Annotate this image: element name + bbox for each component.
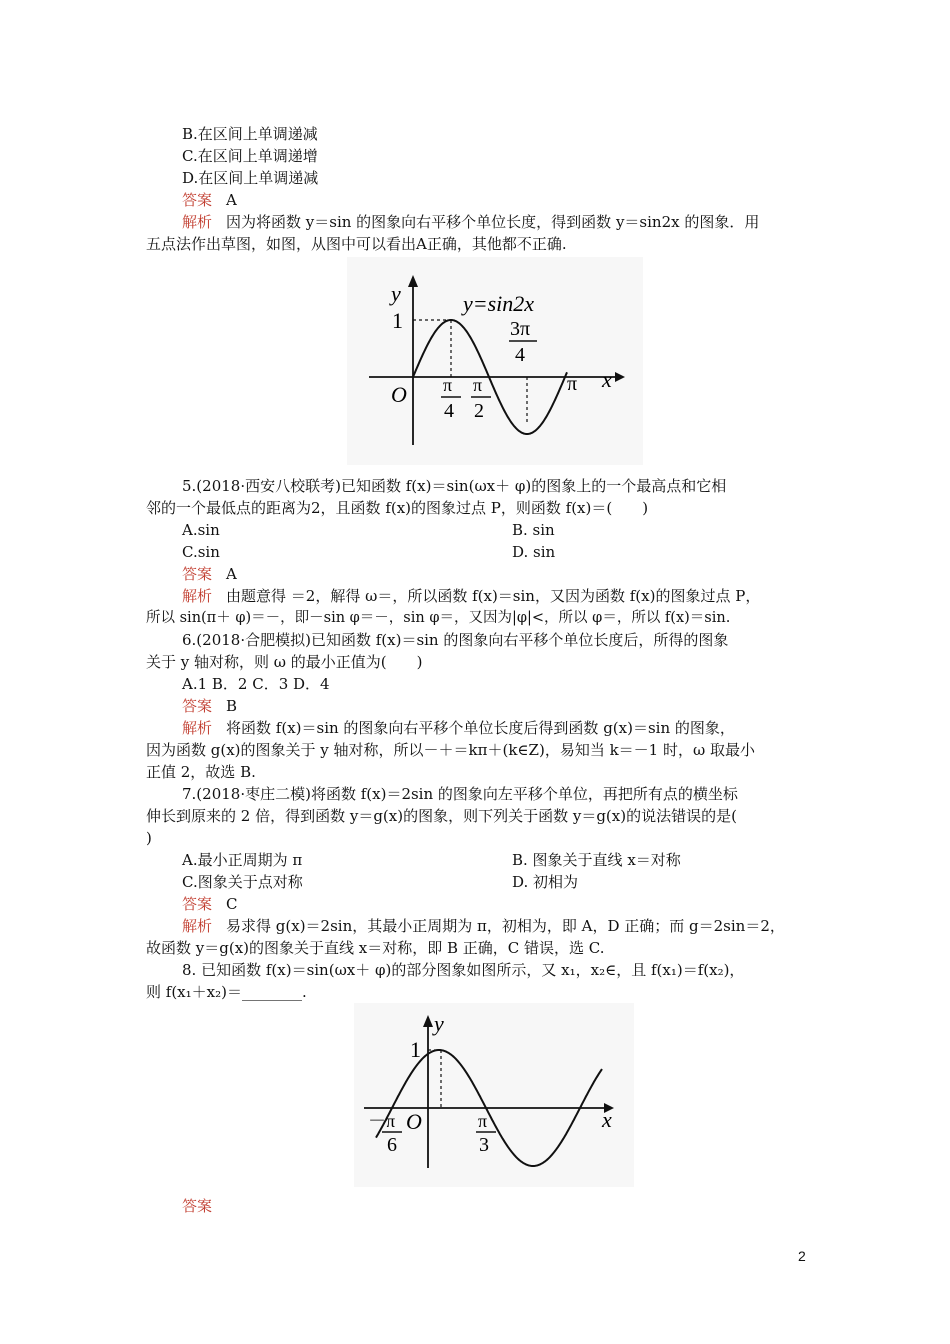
one-label: 1 bbox=[392, 308, 403, 333]
answer-8 bbox=[182, 1196, 212, 1216]
q6-options: A.1 B．2 C．3 D．4 bbox=[182, 675, 330, 693]
solution-text: 将函数 f(x)＝sin 的图象向右平移个单位长度后得到函数 g(x)＝sin 的图象， bbox=[226, 719, 735, 737]
three-quarter-pi-num: 3π bbox=[510, 318, 531, 340]
origin-label: O bbox=[391, 382, 407, 407]
answer-label: 答案 bbox=[182, 565, 213, 583]
origin-label: O bbox=[406, 1109, 422, 1134]
solution-label: 解析 bbox=[182, 719, 213, 737]
solution-5-line2: 所以 sin(π＋ φ)＝－，即－sin φ＝－，sin φ＝，又因为|φ|<，所以 φ＝，所以 f(x)＝sin. bbox=[146, 610, 731, 626]
answer-6 bbox=[182, 696, 237, 716]
answer-value: B bbox=[226, 697, 238, 715]
q5-line1: 5.(2018·西安八校联考)已知函数 f(x)＝sin(ωx＋ φ)的图象上的一个最高点和它相 bbox=[182, 477, 727, 495]
y-label: y bbox=[434, 1011, 444, 1036]
q6-line2: 关于 y 轴对称，则 ω 的最小正值为( ) bbox=[146, 653, 423, 671]
solution-text: 由题意得 ＝2，解得 ω＝，所以函数 f(x)＝sin，又因为函数 f(x)的图象过点 P， bbox=[226, 587, 761, 605]
solution-label: 解析 bbox=[182, 917, 213, 935]
q5-option-b: B. sin bbox=[512, 521, 555, 539]
solution-6-line1 bbox=[182, 718, 735, 738]
q7-option-d: D. 初相为 bbox=[512, 873, 579, 891]
figure-sin2x-svg bbox=[347, 257, 643, 465]
q5-line2: 邻的一个最低点的距离为2，且函数 f(x)的图象过点 P，则函数 f(x)＝( ) bbox=[146, 499, 649, 517]
neg-sixth-pi-den: 6 bbox=[387, 1134, 397, 1156]
answer-5 bbox=[182, 564, 237, 584]
q7-option-b: B. 图象关于直线 x＝对称 bbox=[512, 851, 681, 869]
answer-value: C bbox=[226, 895, 238, 913]
solution-text: 易求得 g(x)＝2sin，其最小正周期为 π，初相为，即 A，D 正确；而 g＝2sin＝2， bbox=[226, 917, 785, 935]
neg-sixth-pi-num: －π bbox=[368, 1111, 396, 1131]
quarter-pi-den: 4 bbox=[444, 400, 454, 422]
three-quarter-pi-den: 4 bbox=[515, 344, 525, 366]
y-axis-arrow bbox=[408, 275, 418, 287]
q5-option-a: A.sin bbox=[182, 521, 220, 539]
half-pi-num: π bbox=[473, 375, 483, 395]
half-pi-den: 2 bbox=[474, 400, 484, 422]
answer-value: A bbox=[226, 565, 237, 583]
q7-line3: ) bbox=[146, 829, 152, 847]
q7-option-a: A.最小正周期为 π bbox=[182, 851, 303, 869]
answer-label: 答案 bbox=[182, 191, 213, 209]
third-pi-num: π bbox=[478, 1111, 488, 1131]
quarter-pi-num: π bbox=[443, 375, 453, 395]
option-b-line: B.在区间上单调递减 bbox=[182, 125, 318, 143]
x-label: x bbox=[602, 367, 612, 392]
solution-label: 解析 bbox=[182, 213, 213, 231]
solution-6-line3: 正值 2，故选 B. bbox=[146, 763, 256, 781]
option-c-line: C.在区间上单调递增 bbox=[182, 147, 318, 165]
figure-partial-sine bbox=[354, 1003, 634, 1187]
one-label: 1 bbox=[410, 1037, 421, 1062]
q8-line2: 则 f(x₁＋x₂)＝________. bbox=[146, 983, 307, 1001]
solution-4-line1 bbox=[182, 212, 759, 232]
answer-label: 答案 bbox=[182, 1197, 213, 1215]
solution-4-line2: 五点法作出草图，如图，从图中可以看出A正确，其他都不正确. bbox=[146, 235, 567, 253]
q8-line1: 8. 已知函数 f(x)＝sin(ωx＋ φ)的部分图象如图所示，又 x₁，x₂∈，且 f(x₁)＝f(x₂)， bbox=[182, 961, 745, 979]
page-number: 2 bbox=[798, 1248, 806, 1264]
third-pi-den: 3 bbox=[479, 1134, 489, 1156]
y-axis-arrow bbox=[423, 1015, 433, 1027]
answer-label: 答案 bbox=[182, 895, 213, 913]
x-label: x bbox=[602, 1107, 612, 1132]
pi-label: π bbox=[567, 373, 578, 395]
solution-5-line1 bbox=[182, 586, 760, 606]
solution-7-line2: 故函数 y＝g(x)的图象关于直线 x＝对称，即 B 正确，C 错误，选 C. bbox=[146, 939, 605, 957]
solution-label: 解析 bbox=[182, 587, 213, 605]
figure-sin2x bbox=[347, 257, 643, 465]
figure-partial-sine-svg bbox=[354, 1003, 634, 1187]
answer-7 bbox=[182, 894, 238, 914]
q7-option-c: C.图象关于点对称 bbox=[182, 873, 303, 891]
q6-line1: 6.(2018·合肥模拟)已知函数 f(x)＝sin 的图象向右平移个单位长度后，所得的图象 bbox=[182, 631, 729, 649]
q7-line1: 7.(2018·枣庄二模)将函数 f(x)＝2sin 的图象向左平移个单位，再把所有点的横坐标 bbox=[182, 785, 738, 803]
y-label: y bbox=[391, 281, 401, 306]
curve-label: y=sin2x bbox=[463, 291, 535, 316]
answer-label: 答案 bbox=[182, 697, 213, 715]
option-d-line: D.在区间上单调递减 bbox=[182, 169, 319, 187]
solution-text: 因为将函数 y＝sin 的图象向右平移个单位长度，得到函数 y＝sin2x 的图象．用 bbox=[226, 213, 760, 231]
x-axis-arrow bbox=[615, 372, 625, 382]
answer-4 bbox=[182, 190, 237, 210]
q5-option-d: D. sin bbox=[512, 543, 556, 561]
solution-6-line2: 因为函数 g(x)的图象关于 y 轴对称，所以－＋＝kπ＋(k∈Z)，易知当 k＝－1 时，ω 取最小 bbox=[146, 741, 755, 759]
q5-option-c: C.sin bbox=[182, 543, 220, 561]
solution-7-line1 bbox=[182, 916, 785, 936]
answer-value: A bbox=[226, 191, 237, 209]
q7-line2: 伸长到原来的 2 倍，得到函数 y＝g(x)的图象，则下列关于函数 y＝g(x)的说法错误的是( bbox=[146, 807, 737, 825]
